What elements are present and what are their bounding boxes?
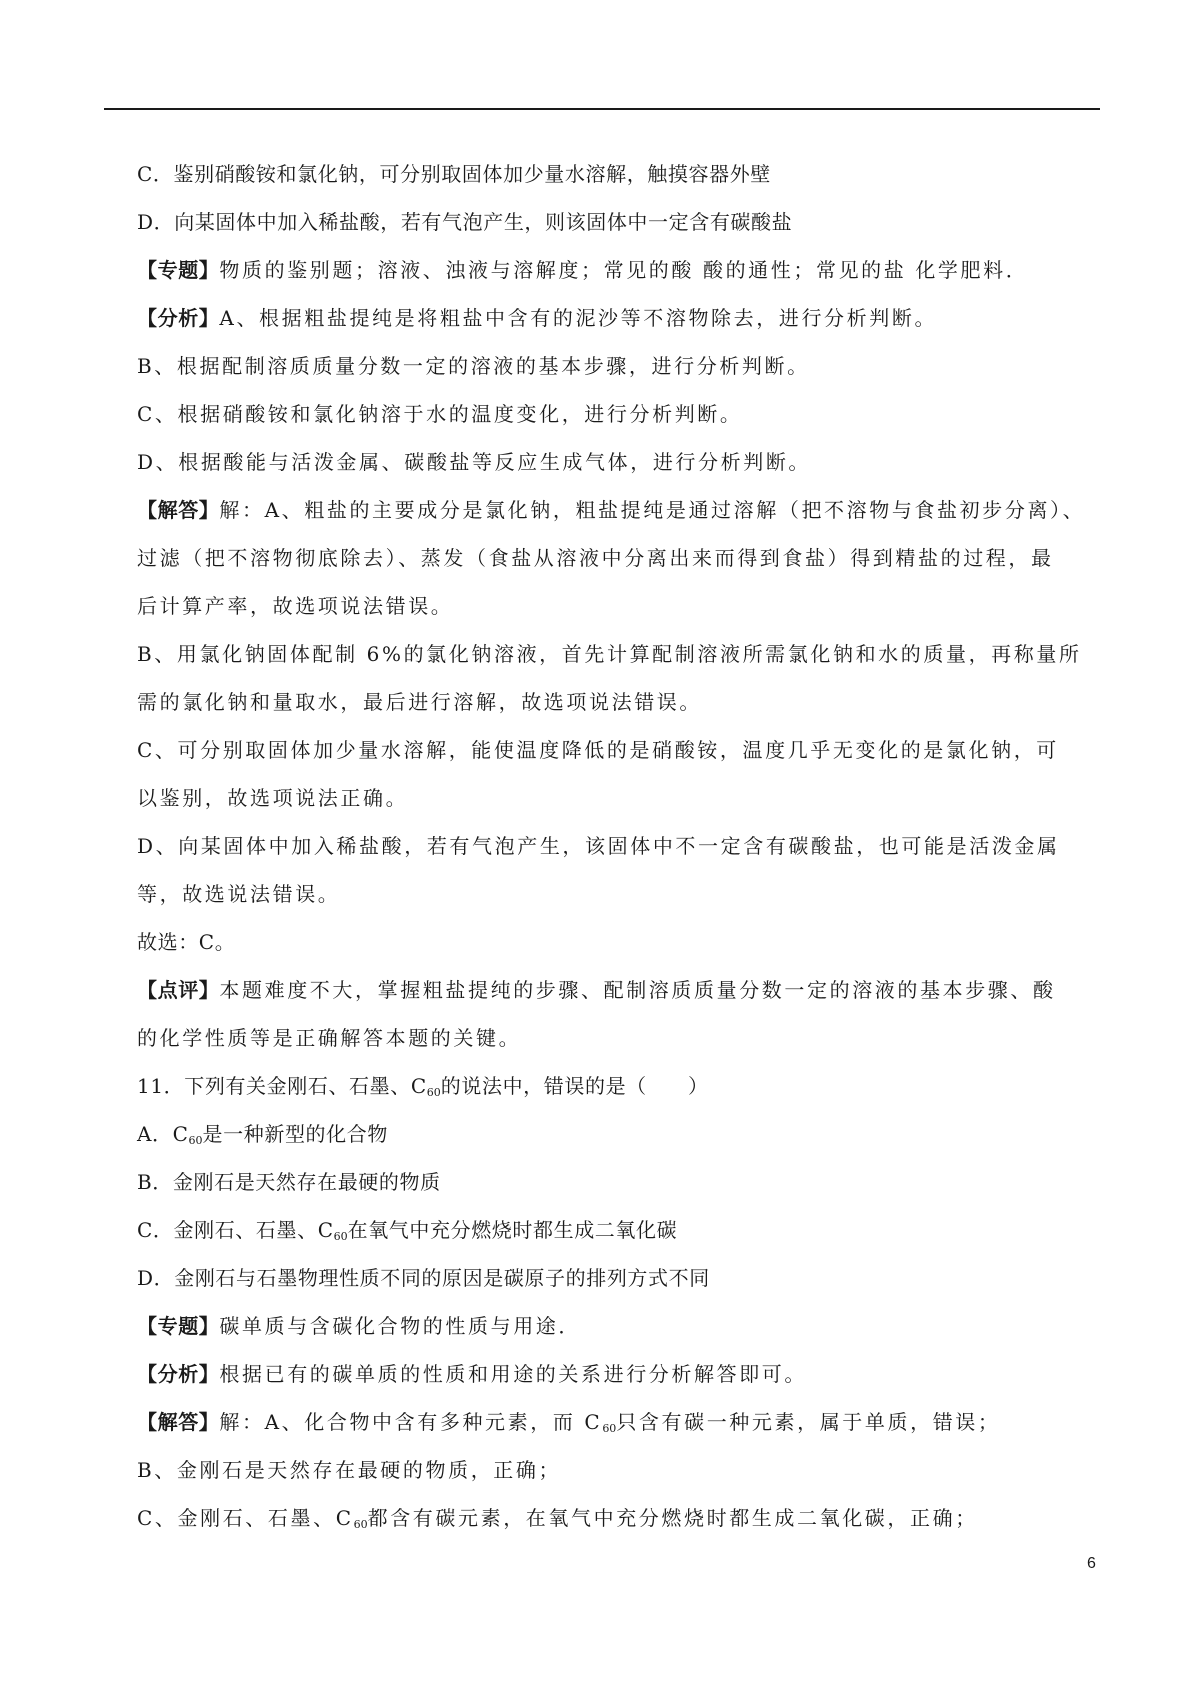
answer-label: 【解答】 [137, 1410, 220, 1434]
q10-analysis-4: D、根据酸能与活泼金属、碳酸盐等反应生成气体，进行分析判断。 [137, 450, 812, 474]
q10-answer-4: B、用氯化钠固体配制 6%的氯化钠溶液，首先计算配制溶液所需氯化钠和水的质量，再称量所 [137, 642, 1082, 666]
q11-analysis: 【分析】根据已有的碳单质的性质和用途的关系进行分析解答即可。 [137, 1362, 808, 1386]
q10-answer-5: 需的氯化钠和量取水，最后进行溶解，故选项说法错误。 [137, 690, 702, 714]
q11-option-a: A．$C_{60}$是一种新型的化合物 [137, 1122, 388, 1147]
q10-answer-2: 过滤（把不溶物彻底除去）、蒸发（食盐从溶液中分离出来而得到食盐）得到精盐的过程，最 [137, 546, 1054, 570]
q11-option-c: C．金刚石、石墨、$C_{60}$在氧气中充分燃烧时都生成二氧化碳 [137, 1218, 678, 1243]
q10-comment-2: 的化学性质等是正确解答本题的关键。 [137, 1026, 522, 1050]
q10-choice: 故选：C。 [137, 930, 236, 954]
q10-answer-3: 后计算产率，故选项说法错误。 [137, 594, 454, 618]
q10-answer-9: 等，故选说法错误。 [137, 882, 341, 906]
q11-answer-1: 【解答】解：A、化合物中含有多种元素，而 $C_{60}$只含有碳一种元素，属于单质，错误； [137, 1410, 1001, 1435]
q10-comment-1: 【点评】本题难度不大，掌握粗盐提纯的步骤、配制溶质质量分数一定的溶液的基本步骤、酸 [137, 978, 1056, 1002]
q11-topic: 【专题】碳单质与含碳化合物的性质与用途． [137, 1314, 582, 1338]
q10-analysis-2: B、根据配制溶质质量分数一定的溶液的基本步骤，进行分析判断。 [137, 354, 810, 378]
comment-label: 【点评】 [137, 978, 220, 1002]
q11-option-d: D．金刚石与石墨物理性质不同的原因是碳原子的排列方式不同 [137, 1266, 710, 1290]
header-rule [104, 108, 1100, 110]
q11-answer-2: B、金刚石是天然存在最硬的物质，正确； [137, 1458, 562, 1482]
q10-answer-8: D、向某固体中加入稀盐酸，若有气泡产生，该固体中不一定含有碳酸盐，也可能是活泼金属 [137, 834, 1060, 858]
q10-answer-7: 以鉴别，故选项说法正确。 [137, 786, 409, 810]
document-body [137, 150, 1100, 1542]
q11-option-b: B．金刚石是天然存在最硬的物质 [137, 1170, 441, 1194]
analysis-label: 【分析】 [137, 1362, 220, 1386]
q10-topic: 【专题】物质的鉴别题；溶液、浊液与溶解度；常见的酸 酸的通性；常见的盐 化学肥料． [137, 258, 1029, 282]
q10-option-d: D．向某固体中加入稀盐酸，若有气泡产生，则该固体中一定含有碳酸盐 [137, 210, 793, 234]
q10-option-c: C．鉴别硝酸铵和氯化钠，可分别取固体加少量水溶解，触摸容器外壁 [137, 162, 771, 186]
page-number: 6 [1087, 1555, 1096, 1572]
q10-analysis-1: 【分析】A、根据粗盐提纯是将粗盐中含有的泥沙等不溶物除去，进行分析判断。 [137, 306, 938, 330]
q10-answer-1: 【解答】解：A、粗盐的主要成分是氯化钠，粗盐提纯是通过溶解（把不溶物与食盐初步分离）、 [137, 498, 1086, 522]
topic-label: 【专题】 [137, 1314, 220, 1338]
answer-label: 【解答】 [137, 498, 220, 522]
q10-analysis-3: C、根据硝酸铵和氯化钠溶于水的温度变化，进行分析判断。 [137, 402, 743, 426]
topic-label: 【专题】 [137, 258, 220, 282]
q11-stem: 11．下列有关金刚石、石墨、$C_{60}$的说法中，错误的是（ ） [137, 1074, 709, 1099]
analysis-label: 【分析】 [137, 306, 220, 330]
q10-answer-6: C、可分别取固体加少量水溶解，能使温度降低的是硝酸铵，温度几乎无变化的是氯化钠，可 [137, 738, 1059, 762]
q11-answer-3: C、金刚石、石墨、$C_{60}$都含有碳元素，在氧气中充分燃烧时都生成二氧化碳，正确； [137, 1506, 978, 1531]
